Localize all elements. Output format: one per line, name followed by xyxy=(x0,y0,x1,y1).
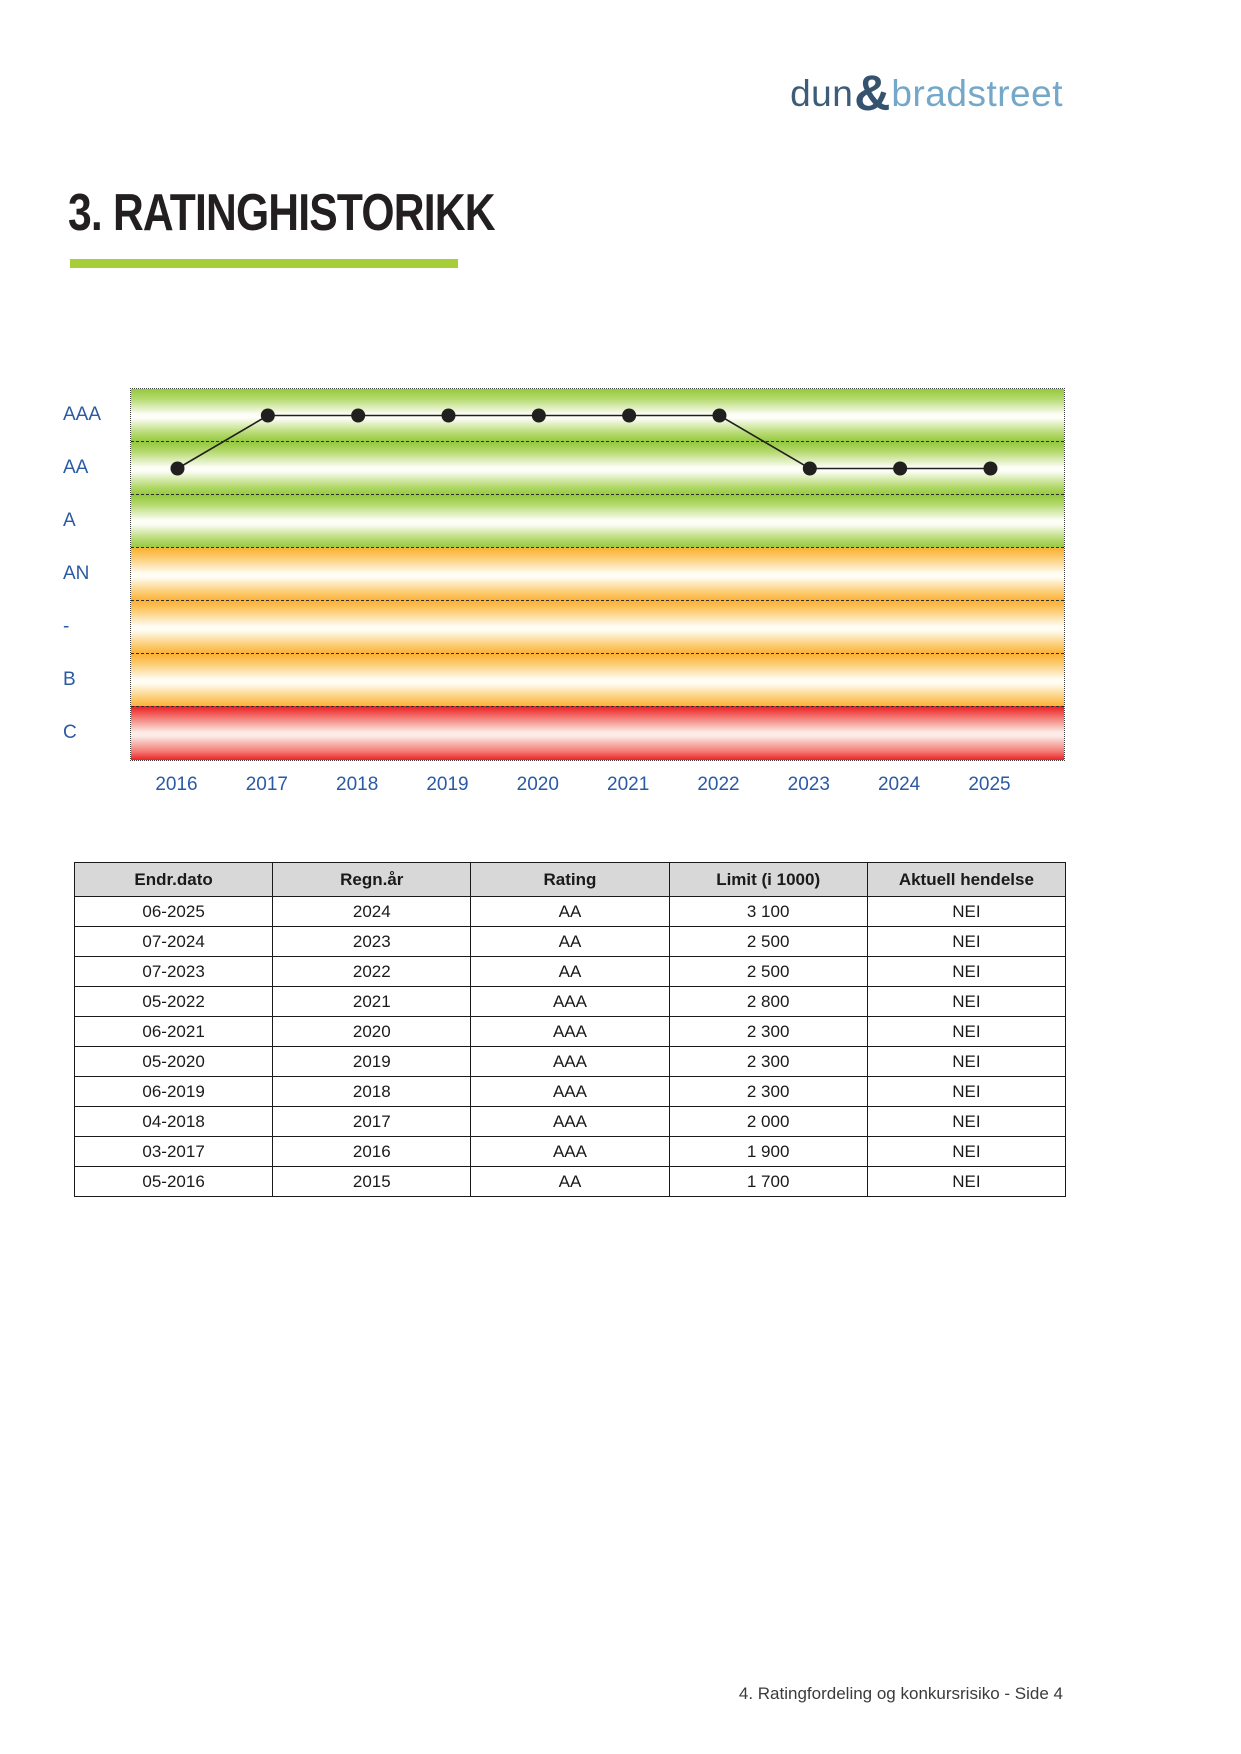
cell-rating: AAA xyxy=(471,1107,669,1137)
rating-point-2025 xyxy=(983,462,997,476)
dun-bradstreet-logo xyxy=(790,65,1063,121)
cell-regn-ar: 2023 xyxy=(273,927,471,957)
y-axis-label-aa: AA xyxy=(63,456,89,478)
table-row xyxy=(75,1137,1066,1167)
cell-rating: AA xyxy=(471,1167,669,1197)
cell-limit: 2 300 xyxy=(669,1077,867,1107)
table-row xyxy=(75,927,1066,957)
cell-regn-ar: 2020 xyxy=(273,1017,471,1047)
cell-regn-ar: 2015 xyxy=(273,1167,471,1197)
cell-limit: 2 800 xyxy=(669,987,867,1017)
cell-limit: 2 500 xyxy=(669,927,867,957)
cell-aktuell-hendelse: NEI xyxy=(867,1137,1065,1167)
cell-rating: AAA xyxy=(471,1047,669,1077)
cell-limit: 2 500 xyxy=(669,957,867,987)
x-axis-label-2018: 2018 xyxy=(336,774,379,795)
logo-ampersand-icon: & xyxy=(854,65,891,121)
cell-endr-dato: 07-2024 xyxy=(75,927,273,957)
cell-limit: 2 000 xyxy=(669,1107,867,1137)
column-header-aktuell-hendelse: Aktuell hendelse xyxy=(867,863,1065,897)
cell-endr-dato: 05-2016 xyxy=(75,1167,273,1197)
table-row xyxy=(75,1077,1066,1107)
column-header-limit: Limit (i 1000) xyxy=(669,863,867,897)
rating-point-2020 xyxy=(532,409,546,423)
cell-rating: AAA xyxy=(471,1077,669,1107)
cell-regn-ar: 2019 xyxy=(273,1047,471,1077)
x-axis-label-2023: 2023 xyxy=(787,774,830,795)
y-axis-label-a: A xyxy=(63,509,76,531)
cell-endr-dato: 06-2021 xyxy=(75,1017,273,1047)
y-axis-label-dash: - xyxy=(63,615,70,637)
table-row xyxy=(75,1107,1066,1137)
cell-rating: AA xyxy=(471,897,669,927)
column-header-rating: Rating xyxy=(471,863,669,897)
cell-regn-ar: 2021 xyxy=(273,987,471,1017)
cell-limit: 1 900 xyxy=(669,1137,867,1167)
cell-endr-dato: 03-2017 xyxy=(75,1137,273,1167)
column-header-endr-dato: Endr.dato xyxy=(75,863,273,897)
cell-limit: 2 300 xyxy=(669,1047,867,1077)
cell-endr-dato: 05-2022 xyxy=(75,987,273,1017)
cell-regn-ar: 2018 xyxy=(273,1077,471,1107)
rating-point-2024 xyxy=(893,462,907,476)
cell-aktuell-hendelse: NEI xyxy=(867,897,1065,927)
table-row xyxy=(75,1167,1066,1197)
cell-limit: 1 700 xyxy=(669,1167,867,1197)
section-title: 3. RATINGHISTORIKK xyxy=(68,184,495,242)
cell-rating: AA xyxy=(471,957,669,987)
cell-rating: AAA xyxy=(471,1017,669,1047)
cell-rating: AAA xyxy=(471,1137,669,1167)
cell-regn-ar: 2022 xyxy=(273,957,471,987)
cell-aktuell-hendelse: NEI xyxy=(867,987,1065,1017)
x-axis-label-2022: 2022 xyxy=(697,774,740,795)
cell-aktuell-hendelse: NEI xyxy=(867,1077,1065,1107)
table-row xyxy=(75,1047,1066,1077)
x-axis-label-2020: 2020 xyxy=(516,774,559,795)
cell-endr-dato: 05-2020 xyxy=(75,1047,273,1077)
logo-text-dun: dun xyxy=(790,73,854,114)
rating-trend-svg xyxy=(131,389,1064,760)
page-footer: 4. Ratingfordeling og konkursrisiko - Side 4 xyxy=(738,1684,1063,1703)
table-row xyxy=(75,957,1066,987)
cell-endr-dato: 06-2025 xyxy=(75,897,273,927)
cell-aktuell-hendelse: NEI xyxy=(867,1047,1065,1077)
cell-regn-ar: 2024 xyxy=(273,897,471,927)
cell-endr-dato: 06-2019 xyxy=(75,1077,273,1107)
y-axis-label-an: AN xyxy=(63,562,90,584)
table-row xyxy=(75,897,1066,927)
x-axis-label-2021: 2021 xyxy=(607,774,650,795)
table-row xyxy=(75,1017,1066,1047)
cell-aktuell-hendelse: NEI xyxy=(867,957,1065,987)
y-axis-label-aaa: AAA xyxy=(63,403,102,425)
x-axis-label-2019: 2019 xyxy=(426,774,469,795)
y-axis-label-c: C xyxy=(63,721,77,743)
table-header-row xyxy=(75,863,1066,897)
column-header-regn-ar: Regn.år xyxy=(273,863,471,897)
cell-aktuell-hendelse: NEI xyxy=(867,1167,1065,1197)
rating-point-2022 xyxy=(712,409,726,423)
cell-limit: 3 100 xyxy=(669,897,867,927)
rating-point-2021 xyxy=(622,409,636,423)
cell-endr-dato: 07-2023 xyxy=(75,957,273,987)
cell-aktuell-hendelse: NEI xyxy=(867,927,1065,957)
cell-aktuell-hendelse: NEI xyxy=(867,1107,1065,1137)
cell-regn-ar: 2016 xyxy=(273,1137,471,1167)
x-axis-label-2017: 2017 xyxy=(245,774,288,795)
chart-plot-area xyxy=(130,388,1065,761)
x-axis-label-2025: 2025 xyxy=(968,774,1011,795)
cell-rating: AAA xyxy=(471,987,669,1017)
cell-endr-dato: 04-2018 xyxy=(75,1107,273,1137)
rating-point-2016 xyxy=(171,462,185,476)
cell-rating: AA xyxy=(471,927,669,957)
rating-trend-line xyxy=(178,416,991,469)
rating-point-2019 xyxy=(441,409,455,423)
y-axis-label-b: B xyxy=(63,668,76,690)
title-underline-bar xyxy=(70,259,458,268)
logo-text-bradstreet: bradstreet xyxy=(891,73,1063,114)
cell-aktuell-hendelse: NEI xyxy=(867,1017,1065,1047)
rating-point-2018 xyxy=(351,409,365,423)
cell-regn-ar: 2017 xyxy=(273,1107,471,1137)
rating-point-2023 xyxy=(803,462,817,476)
x-axis-label-2016: 2016 xyxy=(155,774,198,795)
rating-point-2017 xyxy=(261,409,275,423)
x-axis-label-2024: 2024 xyxy=(877,774,921,795)
cell-limit: 2 300 xyxy=(669,1017,867,1047)
table-row xyxy=(75,987,1066,1017)
rating-history-table xyxy=(74,862,1066,1197)
